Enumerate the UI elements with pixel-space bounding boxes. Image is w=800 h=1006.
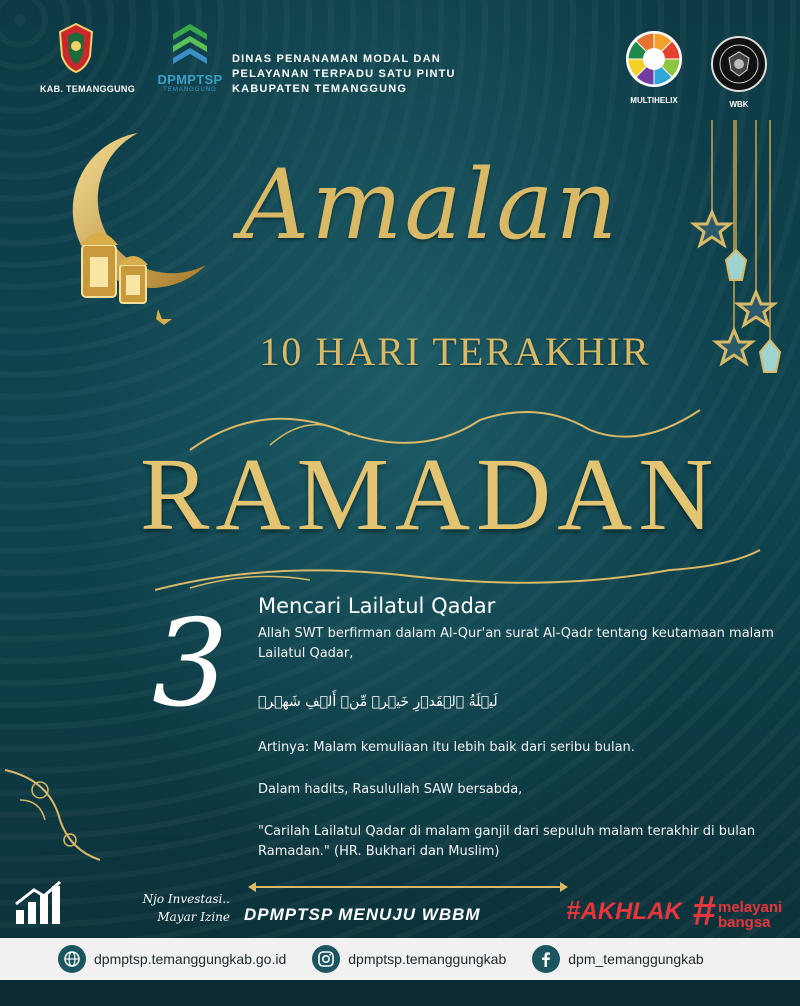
agency-line-2: PELAYANAN TERPADU SATU PINTU <box>232 68 456 80</box>
footer <box>0 938 800 980</box>
gold-flourish-bottom <box>150 540 770 600</box>
footer-instagram[interactable] <box>312 945 506 973</box>
kab-logo <box>40 22 135 94</box>
arabic-verse: لَيۡلَةُ ٱلۡقَدۡرِ خَيۡرٞ مِّنۡ أَلۡفِ شَهۡرٖ <box>258 694 498 710</box>
footer-website[interactable] <box>58 945 286 973</box>
content-intro: Allah SWT berfirman dalam Al-Qur'an surat Al-Qadr tentang keutamaan malam Lailatul Qadar, <box>258 626 774 661</box>
facebook-icon <box>532 945 560 973</box>
hadith-intro: Dalam hadits, Rasulullah SAW bersabda, <box>258 782 523 797</box>
footer-facebook[interactable] <box>532 945 703 973</box>
kab-shield-icon <box>56 22 96 74</box>
content-block <box>258 594 778 664</box>
title-10-hari: 10 HARI TERAKHIR <box>259 329 651 374</box>
dpmptsp-logo <box>150 22 230 93</box>
footer-strip <box>0 980 800 1006</box>
instagram-text: dpmptsp.temanggungkab <box>348 951 507 967</box>
translation: Artinya: Malam kemuliaan itu lebih baik dari seribu bulan. <box>258 740 635 755</box>
title-amalan: Amalan <box>240 149 620 261</box>
wbk-label: WBK <box>729 100 749 109</box>
multihelix-logo <box>618 30 690 105</box>
dpmptsp-logo-icon <box>167 22 213 66</box>
lantern-icon <box>80 233 148 304</box>
content-heading: Mencari Lailatul Qadar <box>258 594 496 618</box>
title-ramadan: RAMADAN <box>140 437 720 552</box>
gold-ornament-left <box>0 760 110 870</box>
slogan-line-1: Njo Investasi.. <box>142 892 230 906</box>
tip-number: 3 <box>152 595 229 734</box>
globe-icon <box>58 945 86 973</box>
agency-name <box>232 52 512 97</box>
multihelix-label: MULTIHELIX <box>630 96 678 105</box>
kab-label: KAB. TEMANGGUNG <box>40 84 135 94</box>
melayani-hash: # <box>692 887 716 934</box>
facebook-text: dpm_temanggungkab <box>568 951 704 967</box>
wbk-badge-icon <box>711 36 767 92</box>
wbk-logo <box>708 36 770 109</box>
multihelix-icon <box>625 30 683 88</box>
agency-line-3: KABUPATEN TEMANGGUNG <box>232 83 408 95</box>
slogan-line-2: Mayar Izine <box>157 910 230 924</box>
melayani-line-2: bangsa <box>718 914 771 931</box>
akhlak-text: AKHLAK <box>580 898 682 925</box>
dpmptsp-sub: TEMANGGUNG <box>163 87 217 93</box>
hadith-text: "Carilah Lailatul Qadar di malam ganjil dari sepuluh malam terakhir di bulan Ramadan." (HR. Bukhari dan Muslim) <box>258 824 756 859</box>
melayani-line-1: melayani <box>718 899 783 916</box>
menuju-wbbm: DPMPTSP MENUJU WBBM <box>244 905 481 924</box>
akhlak-logo <box>566 895 682 926</box>
bar-chart-icon <box>14 880 64 926</box>
dpmptsp-name: DPMPTSP <box>157 72 223 87</box>
gold-divider <box>248 880 568 894</box>
akhlak-hash: # <box>566 895 581 925</box>
slogan <box>120 890 230 926</box>
crescent-moon-icon <box>28 125 228 325</box>
website-text: dpmptsp.temanggungkab.go.id <box>94 951 287 967</box>
instagram-icon <box>312 945 340 973</box>
agency-line-1: DINAS PENANAMAN MODAL DAN <box>232 53 441 65</box>
header <box>0 0 800 120</box>
